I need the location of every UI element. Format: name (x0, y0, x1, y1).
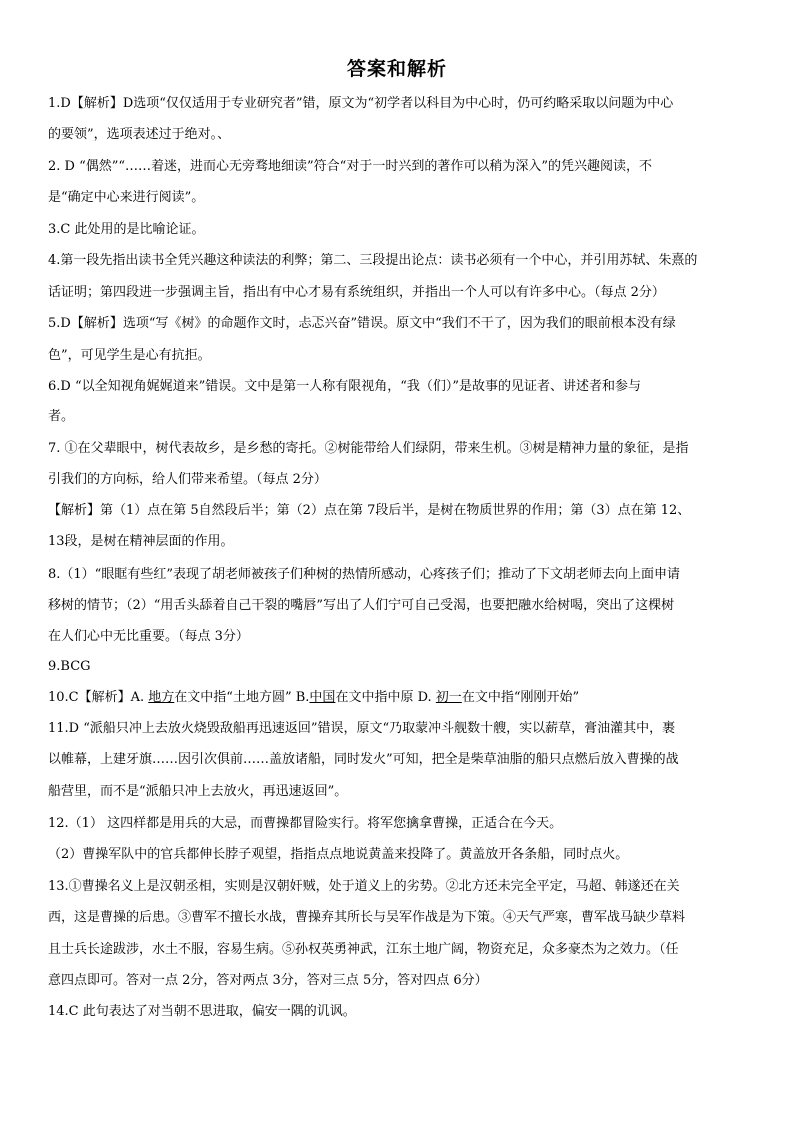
text-line-10 (48, 688, 748, 708)
text-line: 2. D “偶然”“……着迷，进而心无旁骛地细读”符合“对于一时兴到的著作可以稍为深入”的凭兴趣阅读，不 (48, 159, 652, 174)
text-line: 1.D【解析】D选项“仅仅适用于专业研究者”错，原文为“初学者以科目为中心时，仍可约略采取以问题为中心 (48, 96, 674, 111)
text-line: 【解析】第（1）点在第 5自然段后半；第（2）点在第 7段后半，是树在物质世界的作用；第（3）点在第 12、 (48, 503, 691, 518)
text-line: 13.①曹操名义上是汉朝丞相，实则是汉朝奸贼，处于道义上的劣势。②北方还未完全平定，马超、韩遂还在关 (48, 879, 680, 894)
text-line: 7. ①在父辈眼中，树代表故乡，是乡愁的寄托。②树能带给人们绿阴，带来生机。③树是精神力量的象征，是指 (48, 441, 689, 456)
text-line: 8.（1）“眼眶有些红”表现了胡老师被孩子们种树的热情所感动，心疼孩子们；推动了下文胡老师去向上面申请 (48, 567, 680, 582)
text-line: 9.BCG (48, 659, 91, 674)
text-line: 3.C 此处用的是比喻论证。 (48, 222, 205, 237)
text-line: 在人们心中无比重要。（每点 3分） (48, 629, 249, 644)
text-line: 引我们的方向标，给人们带来希望。（每点 2分） (48, 472, 327, 487)
underlined-word: 地方 (148, 690, 175, 705)
text-line: （2）曹操军队中的官兵都伸长脖子观望，指指点点地说黄盖来投降了。黄盖放开各条船，同时点火。 (48, 847, 629, 862)
text-line: 的要领”，选项表述过于绝对。、 (48, 127, 231, 142)
text-line: 14.C 此句表达了对当朝不思进取，偏安一隅的讥讽。 (48, 1004, 356, 1019)
line10-prefix: 10.C【解析】A. (48, 690, 149, 705)
line10-text: 在文中指“刚刚开始” (461, 690, 580, 705)
text-line: 是“确定中心来进行阅读”。 (48, 190, 205, 205)
text-line: 移树的情节；（2）“用舌头舔着自己干裂的嘴唇”写出了人们宁可自己受渴，也要把融水给树喝，突出了这棵树 (48, 598, 675, 613)
text-line: 船营里，而不是“派船只冲上去放火，再迅速返回”。 (48, 784, 348, 799)
page-title: 答案和解析 (346, 58, 447, 80)
line10-text: 在文中指“土地方圆” B. (174, 690, 310, 705)
text-line: 12.（1） 这四样都是用兵的大忌，而曹操都冒险实行。将军您擒拿曹操，正适合在今天。 (48, 816, 563, 831)
underlined-word: 初一 (435, 690, 462, 705)
text-line: 色”，可见学生是心有抗拒。 (48, 348, 211, 363)
text-line: 11.D “派船只冲上去放火烧毁敌船再迅速返回”错误，原文“乃取蒙冲斗舰数十艘，实以薪草，膏油灌其中，裹 (48, 721, 676, 736)
text-line: 西，这是曹操的后患。③曹军不擅长水战，曹操弃其所长与吴军作战是为下策。④天气严寒，曹军战马缺少草料 (48, 910, 686, 925)
text-line: 者。 (48, 409, 75, 424)
text-line: 话证明；第四段进一步强调主旨，指出有中心才易有系统组织，并指出一个人可以有许多中心。（每点 2分） (48, 285, 665, 300)
text-line: 且士兵长途跋涉，水土不服，容易生病。⑤孙权英勇神武，江东土地广阔，物资充足，众多豪杰为之效力。（任 (48, 942, 679, 957)
line10-text: 在文中指中原 D. (335, 690, 436, 705)
text-line: 以帷幕，上建牙旗……因引次俱前……盖放诸船，同时发火”可知，把全是柴草油脂的船只点燃后放入曹操的战 (48, 752, 679, 767)
underlined-word: 中国 (309, 690, 336, 705)
text-line: 意四点即可。答对一点 2分，答对两点 3分，答对三点 5分，答对四点 6分） (48, 973, 488, 988)
text-line: 6.D “以全知视角娓娓道来”错误。文中是第一人称有限视角，“我（们）”是故事的见证者、讲述者和参与 (48, 379, 642, 394)
text-line: 4.第一段先指出读书全凭兴趣这种读法的利弊；第二、三段提出论点：读书必须有一个中心，并引用苏轼、朱熹的 (48, 253, 698, 268)
text-line: 13段，是树在精神层面的作用。 (48, 534, 234, 549)
text-line: 5.D【解析】选项“写《树》的命题作文时，忐忑兴奋”错误。原文中“我们不干了，因为我们的眼前根本没有绿 (48, 316, 676, 331)
